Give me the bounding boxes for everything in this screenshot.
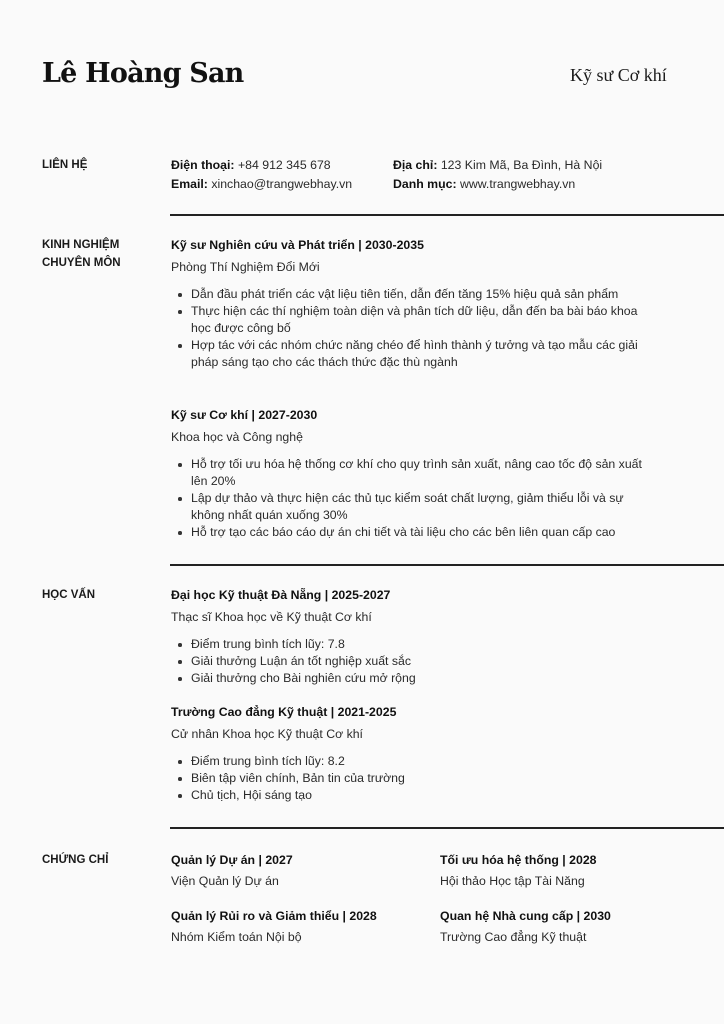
phone-value: +84 912 345 678 xyxy=(237,158,331,172)
degree: Cử nhân Khoa học Kỹ thuật Cơ khí xyxy=(171,727,363,741)
divider xyxy=(170,214,724,216)
bullet-item: Dẫn đầu phát triển các vật liệu tiên tiến, dẫn đến tăng 15% hiệu quả sản phẩm xyxy=(171,286,651,303)
email-value: xinchao@trangwebhay.vn xyxy=(211,177,353,191)
bullet-item: Điểm trung bình tích lũy: 8.2 xyxy=(171,753,651,770)
certification-title: Quản lý Rủi ro và Giảm thiểu | 2028 xyxy=(171,909,377,923)
bullet-item: Chủ tịch, Hội sáng tạo xyxy=(171,787,651,804)
certification-issuer: Viện Quản lý Dự án xyxy=(171,874,279,888)
education-entry xyxy=(171,586,651,687)
bullet-item: Điểm trung bình tích lũy: 7.8 xyxy=(171,636,651,653)
portfolio-label: Danh mục: xyxy=(393,177,457,191)
contact-address xyxy=(393,156,602,175)
portfolio-value: www.trangwebhay.vn xyxy=(459,177,576,191)
job-bullets xyxy=(171,286,651,371)
experience-label-line2: CHUYÊN MÔN xyxy=(42,257,121,269)
certification-entry xyxy=(440,851,597,890)
experience-label-line1: KINH NGHIỆM xyxy=(42,239,120,251)
section-label-certifications: CHỨNG CHỈ xyxy=(42,854,109,866)
bullet-item: Hỗ trợ tối ưu hóa hệ thống cơ khí cho quy trình sản xuất, nâng cao tốc độ sản xuất lên 20% xyxy=(171,456,651,490)
job-bullets xyxy=(171,456,651,541)
job-organization: Khoa học và Công nghệ xyxy=(171,430,303,444)
education-entry xyxy=(171,703,651,804)
bullet-item: Lập dự thảo và thực hiện các thủ tục kiểm soát chất lượng, giảm thiểu lỗi và sự không nhất quán xuống 30% xyxy=(171,490,651,524)
email-label: Email: xyxy=(171,177,208,191)
bullet-item: Giải thưởng Luận án tốt nghiệp xuất sắc xyxy=(171,653,651,670)
school-title: Đại học Kỹ thuật Đà Nẵng | 2025-2027 xyxy=(171,588,391,602)
certification-issuer: Hội thảo Học tập Tài Năng xyxy=(440,874,585,888)
certification-title: Quan hệ Nhà cung cấp | 2030 xyxy=(440,909,611,923)
certification-title: Quản lý Dự án | 2027 xyxy=(171,853,293,867)
address-label: Địa chỉ: xyxy=(393,158,438,172)
certification-entry xyxy=(171,851,293,890)
section-label-contact: LIÊN HỆ xyxy=(42,159,88,171)
bullet-item: Biên tập viên chính, Bản tin của trường xyxy=(171,770,651,787)
degree: Thạc sĩ Khoa học về Kỹ thuật Cơ khí xyxy=(171,610,372,624)
phone-label: Điện thoại: xyxy=(171,158,235,172)
school-title: Trường Cao đẳng Kỹ thuật | 2021-2025 xyxy=(171,705,397,719)
contact-phone xyxy=(171,156,331,175)
job-entry xyxy=(171,406,651,541)
education-bullets xyxy=(171,753,651,804)
bullet-item: Thực hiện các thí nghiệm toàn diện và phân tích dữ liệu, dẫn đến ba bài báo khoa học được công bố xyxy=(171,303,651,337)
bullet-item: Hỗ trợ tạo các báo cáo dự án chi tiết và tài liệu cho các bên liên quan cấp cao xyxy=(171,524,651,541)
contact-portfolio xyxy=(393,175,575,194)
divider xyxy=(170,827,724,829)
job-title: Kỹ sư Nghiên cứu và Phát triển | 2030-2035 xyxy=(171,238,424,252)
contact-email xyxy=(171,175,352,194)
section-label-education: HỌC VẤN xyxy=(42,589,96,601)
section-label-experience xyxy=(42,236,121,272)
education-bullets xyxy=(171,636,651,687)
job-title: Kỹ sư Cơ khí | 2027-2030 xyxy=(171,408,318,422)
resume-name: Lê Hoàng San xyxy=(42,58,244,89)
certification-title: Tối ưu hóa hệ thống | 2028 xyxy=(440,853,597,867)
bullet-item: Giải thưởng cho Bài nghiên cứu mở rộng xyxy=(171,670,651,687)
job-organization: Phòng Thí Nghiệm Đổi Mới xyxy=(171,260,320,274)
divider xyxy=(170,564,724,566)
job-entry xyxy=(171,236,651,371)
certification-issuer: Trường Cao đẳng Kỹ thuật xyxy=(440,930,587,944)
certification-entry xyxy=(171,907,377,946)
certification-issuer: Nhóm Kiểm toán Nội bộ xyxy=(171,930,302,944)
resume-role: Kỹ sư Cơ khí xyxy=(570,65,667,85)
certification-entry xyxy=(440,907,611,946)
bullet-item: Hợp tác với các nhóm chức năng chéo để hình thành ý tưởng và tạo mẫu các giải pháp sáng tạo cho các thách thức đặc thù ngành xyxy=(171,337,651,371)
address-value: 123 Kim Mã, Ba Đình, Hà Nội xyxy=(440,158,603,172)
